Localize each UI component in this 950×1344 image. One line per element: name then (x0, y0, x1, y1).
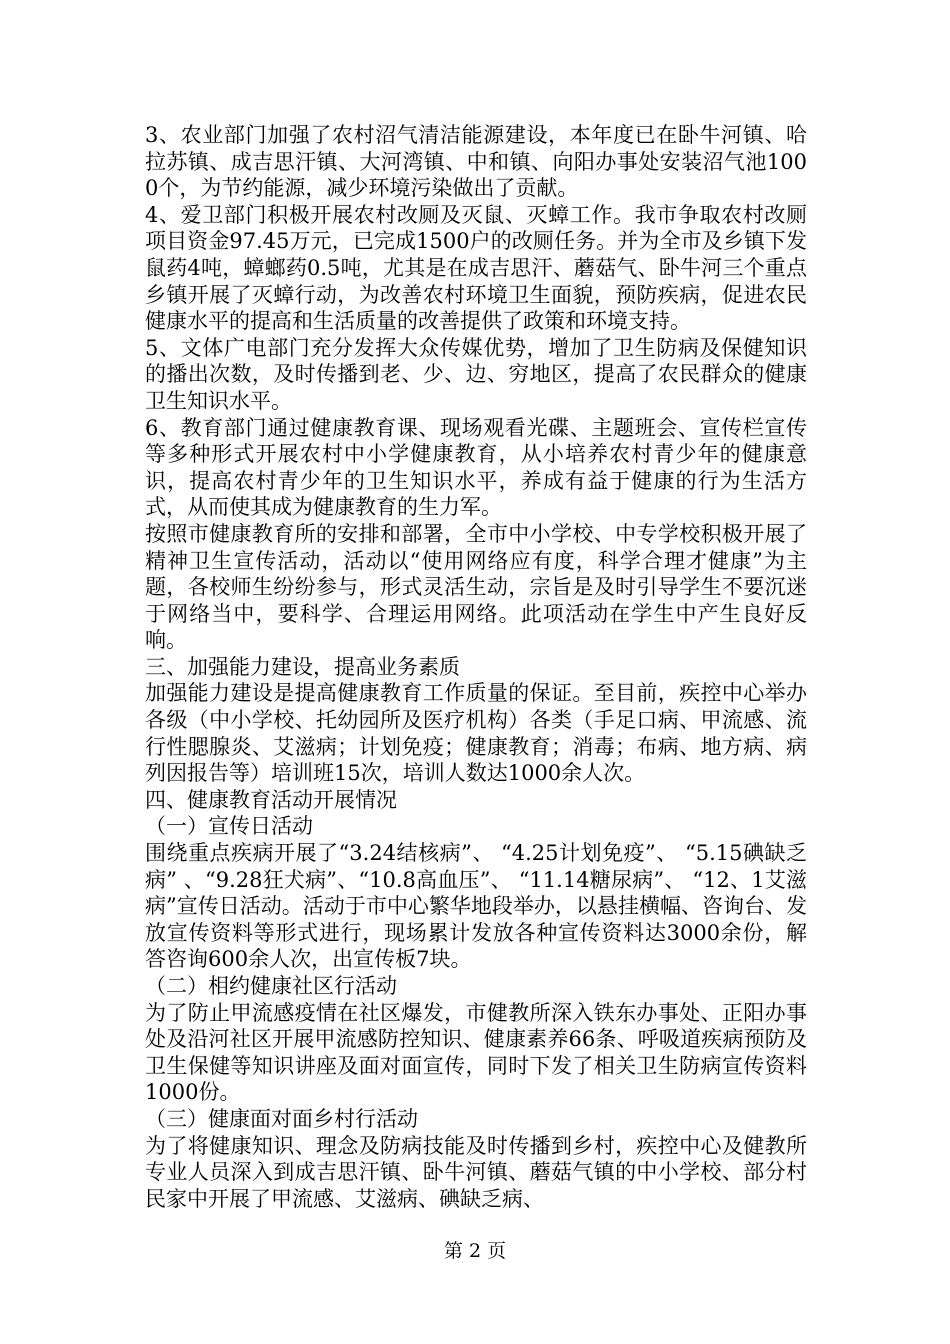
subsection-heading-rural: （三）健康面对面乡村行活动 (145, 1106, 418, 1131)
document-body (145, 122, 807, 1212)
page-number: 第 2 页 (443, 1240, 507, 1262)
paragraph-capacity: 加强能力建设是提高健康教育工作质量的保证。至目前，疾控中心举办各级（中小学校、托幼园所及医疗机构）各类（手足口病、甲流感、流行性腮腺炎、艾滋病；计划免疫；健康教育；消毒；布病、地方病、病列因报告等）培训班15次，培训人数达1000余人次。 (145, 681, 807, 786)
paragraph-media: 5、文体广电部门充分发挥大众传媒优势，增加了卫生防病及保健知识的播出次数，及时传播到老、少、边、穷地区，提高了农民群众的健康卫生知识水平。 (145, 335, 807, 413)
paragraph-education: 6、教育部门通过健康教育课、现场观看光碟、主题班会、宣传栏宣传等多种形式开展农村中小学健康教育，从小培养农村青少年的健康意识，提高农村青少年的卫生知识水平，养成有益于健康的行为生活方式，从而使其成为健康教育的生力军。 (145, 415, 807, 520)
subsection-heading-awareness-days: （一）宣传日活动 (145, 814, 313, 839)
section-heading-capacity: 三、加强能力建设，提高业务素质 (145, 654, 460, 679)
paragraph-awareness-days: 围绕重点疾病开展了“3.24结核病”、 “4.25计划免疫”、 “5.15碘缺乏病” 、“9.28狂犬病”、“10.8高血压”、 “11.14糖尿病”、 “12、1艾滋病”宣传日活动。活动于市中心繁华地段举办，以悬挂横幅、咨询台、发放宣传资料等形式进行，现场累计发放各种宣传资料达3000余份，解答咨询600余人次，出宣传板7块。 (145, 841, 807, 972)
paragraph-rural: 为了将健康知识、理念及防病技能及时传播到乡村，疾控中心及健教所专业人员深入到成吉思汗镇、卧牛河镇、蘑菇气镇的中小学校、部分村民家中开展了甲流感、艾滋病、碘缺乏病、 (145, 1133, 807, 1211)
paragraph-agriculture: 3、农业部门加强了农村沼气清洁能源建设，本年度已在卧牛河镇、哈拉苏镇、成吉思汗镇、大河湾镇、中和镇、向阳办事处安装沼气池1000个，为节约能源，减少环境污染做出了贡献。 (145, 123, 807, 201)
section-heading-activities: 四、健康教育活动开展情况 (145, 787, 397, 812)
paragraph-patriotic-health: 4、爱卫部门积极开展农村改厕及灭鼠、灭蟑工作。我市争取农村改厕项目资金97.45万元，已完成1500户的改厕任务。并为全市及乡镇下发鼠药4吨，蟑螂药0.5吨，尤其是在成吉思汗、蘑菇气、卧牛河三个重点乡镇开展了灭蟑行动，为改善农村环境卫生面貌，预防疾病，促进农民健康水平的提高和生活质量的改善提供了政策和环境支持。 (145, 202, 807, 334)
paragraph-mental-health: 按照市健康教育所的安排和部署，全市中小学校、中专学校积极开展了精神卫生宣传活动，活动以“使用网络应有度，科学合理才健康”为主题，各校师生纷纷参与，形式灵活生动，宗旨是及时引导学生不要沉迷于网络当中，要科学、合理运用网络。此项活动在学生中产生良好反响。 (145, 521, 807, 653)
subsection-heading-community: （二）相约健康社区行活动 (145, 974, 397, 998)
paragraph-community: 为了防止甲流感疫情在社区爆发，市健教所深入铁东办事处、正阳办事处及沿河社区开展甲流感防控知识、健康素养66条、呼吸道疾病预防及卫生保健等知识讲座及面对面宣传，同时下发了相关卫生防病宣传资料1000份。 (145, 1000, 807, 1105)
